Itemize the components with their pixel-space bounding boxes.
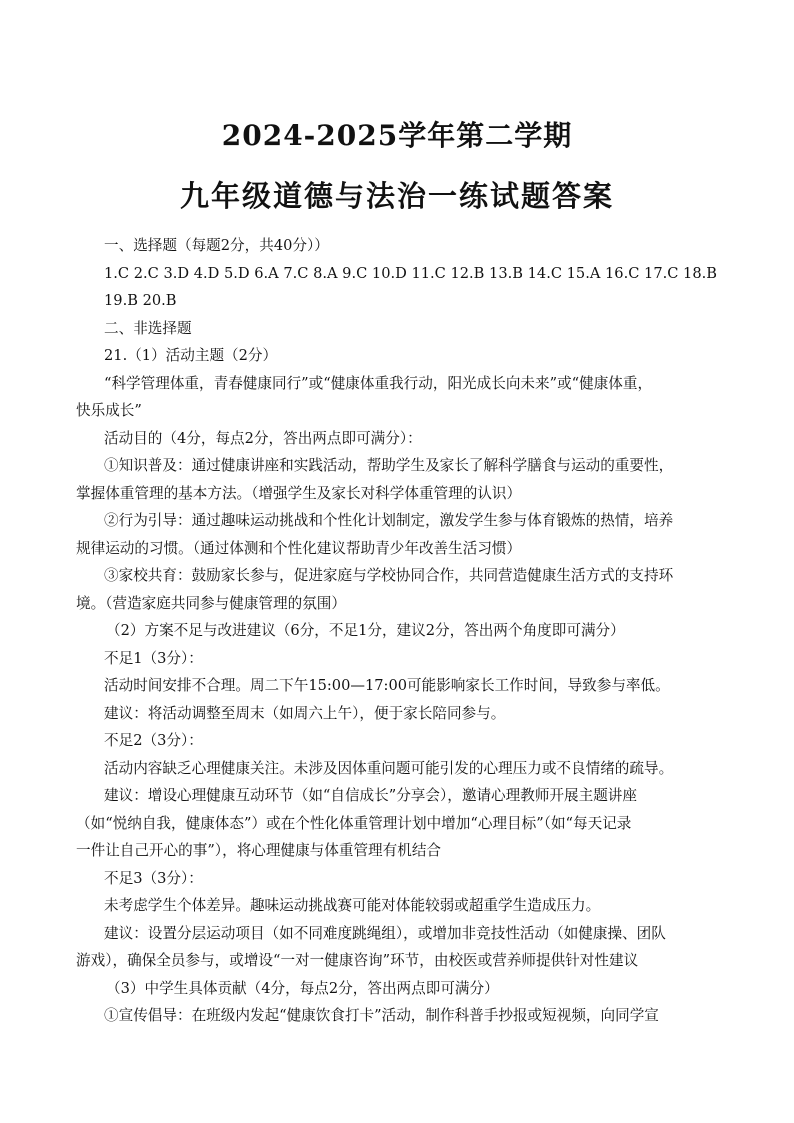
answer-line: 1.C 2.C 3.D 4.D 5.D 6.A 7.C 8.A 9.C 10.D 11.C 12.B 13.B 14.C 15.A 16.C 17.C 18.B [104, 264, 717, 282]
answer-line: 未考虑学生个体差异。趣味运动挑战赛可能对体能较弱或超重学生造成压力。 [104, 897, 601, 914]
answer-line: 规律运动的习惯。（通过体测和个性化建议帮助青少年改善生活习惯） [76, 539, 522, 557]
answer-line: 不足2（3分）： [104, 732, 203, 749]
question-heading: 21.（1）活动主题（2分） [104, 347, 278, 364]
answer-line: 快乐成长” [76, 402, 142, 419]
answer-line: 掌握体重管理的基本方法。（增强学生及家长对科学体重管理的认识） [76, 484, 522, 502]
answer-line: 建议：设置分层运动项目（如不同难度跳绳组），或增加非竞技性活动（如健康操、团队 [104, 924, 666, 942]
answer-line: 境。（营造家庭共同参与健康管理的氛围） [76, 594, 346, 612]
question-heading: （2）方案不足与改进建议（6分，不足1分，建议2分，答出两个角度即可满分） [106, 622, 625, 639]
answer-line: ①知识普及：通过健康讲座和实践活动，帮助学生及家长了解科学膳食与运动的重要性， [104, 457, 674, 474]
answer-line: “科学管理体重，青春健康同行”或“健康体重我行动，阳光成长向未来”或“健康体重， [104, 374, 653, 392]
answer-line: 不足3（3分）： [104, 869, 203, 887]
question-heading: （3）中学生具体贡献（4分，每点2分，答出两点即可满分） [106, 979, 499, 997]
document-subtitle: 九年级道德与法治一练试题答案 [179, 179, 614, 213]
answer-line: ②行为引导：通过趣味运动挑战和个性化计划制定，激发学生参与体育锻炼的热情，培养 [104, 512, 674, 529]
answer-line: 活动内容缺乏心理健康关注。未涉及因体重问题可能引发的心理压力或不良情绪的疏导。 [104, 759, 674, 777]
document-title: 2024-2025学年第二学期 [221, 119, 573, 152]
answer-line: ①宣传倡导：在班级内发起“健康饮食打卡”活动，制作科普手抄报或短视频，向同学宣 [104, 1007, 659, 1024]
answer-line: 建议：增设心理健康互动环节（如“自信成长”分享会），邀请心理教师开展主题讲座 [104, 787, 637, 804]
answer-line: （如“悦纳自我，健康体态”）或在个性化体重管理计划中增加“心理目标”（如“每天记录 [76, 814, 632, 832]
answer-body [76, 232, 726, 1030]
answer-line: 活动目的（4分，每点2分，答出两点即可满分）： [104, 429, 422, 447]
answer-line: 活动时间安排不合理。周二下午15:00—17:00可能影响家长工作时间，导致参与率低。 [104, 677, 670, 694]
answer-line: 19.B 20.B [104, 292, 177, 309]
answer-line: ③家校共育：鼓励家长参与，促进家庭与学校协同合作，共同营造健康生活方式的支持环 [104, 567, 674, 584]
section-heading: 一、选择题（每题2分，共40分）） [104, 237, 329, 254]
answer-line: 不足1（3分）： [104, 649, 203, 667]
answer-line: 游戏），确保全员参与，或增设“一对一健康咨询”环节，由校医或营养师提供针对性建议 [76, 952, 639, 969]
answer-line: 建议：将活动调整至周末（如周六上午），便于家长陪同参与。 [104, 704, 506, 722]
answer-line: 一件让自己开心的事”），将心理健康与体重管理有机结合 [76, 842, 442, 859]
section-heading: 二、非选择题 [104, 319, 192, 337]
